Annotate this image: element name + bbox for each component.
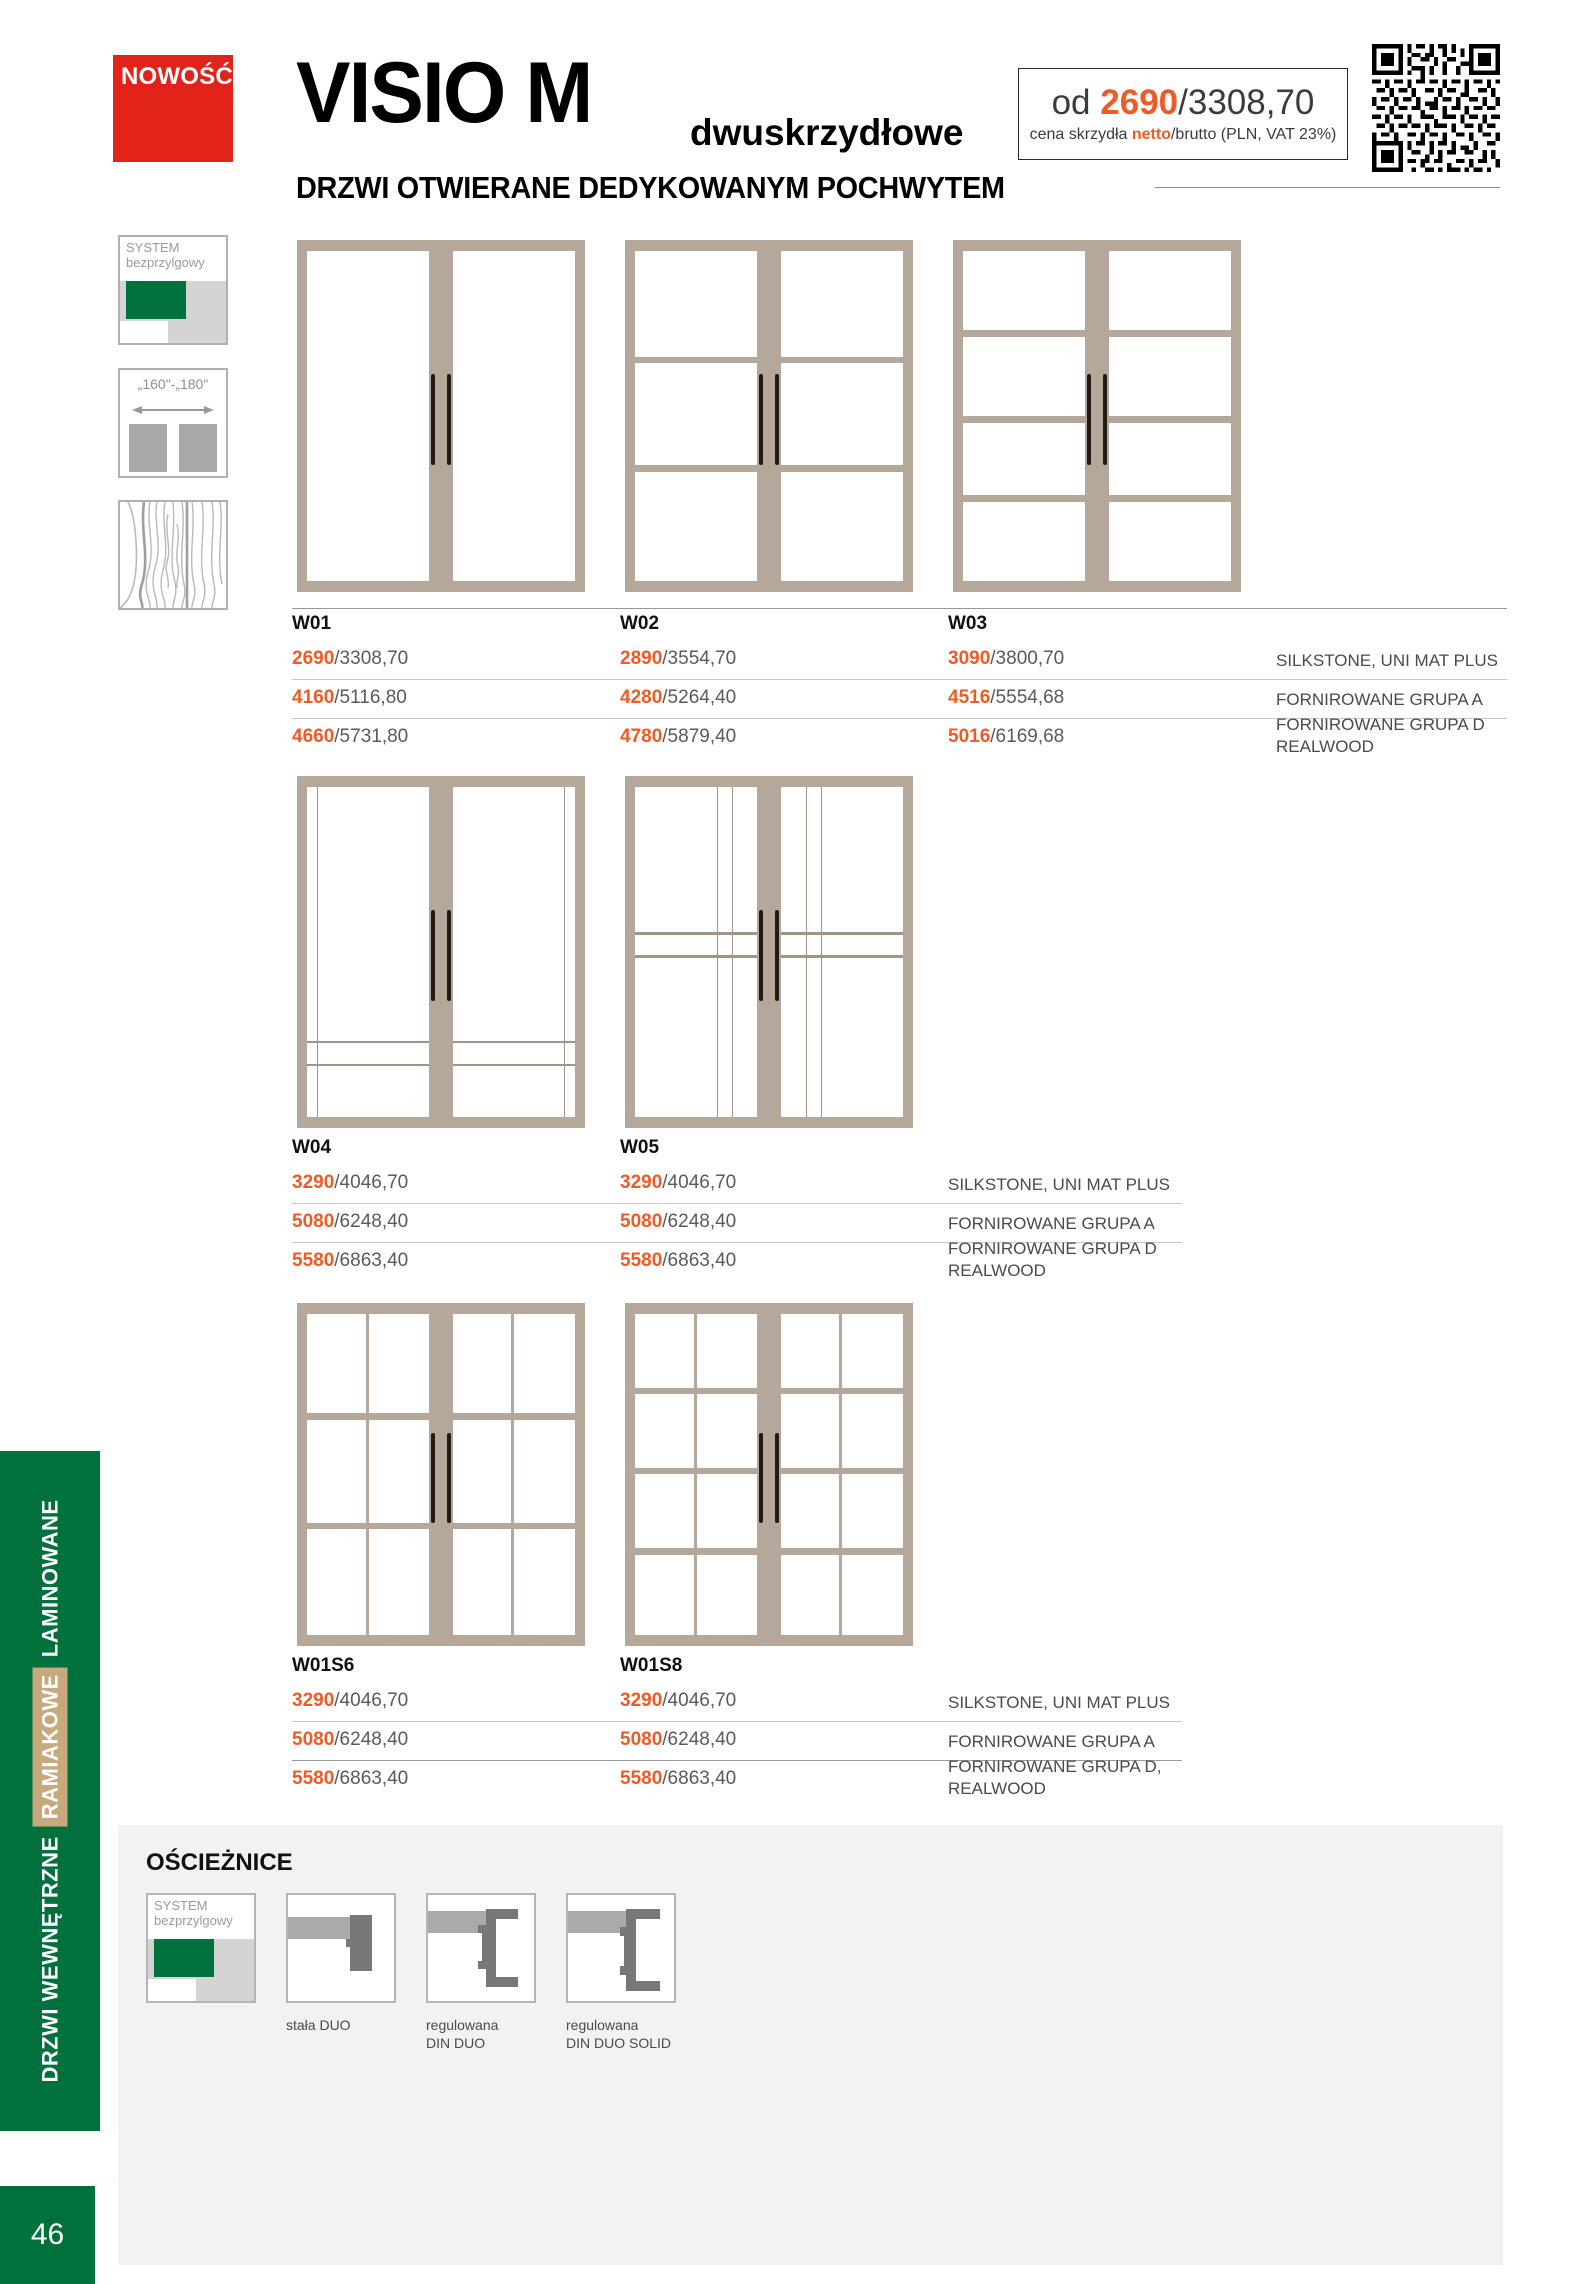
page-subtitle: DRZWI OTWIERANE DEDYKOWANYM POCHWYTEM: [296, 170, 1005, 205]
price-summary-box: [1018, 68, 1348, 160]
price-divider: [292, 679, 1507, 680]
product-code-W01S6: W01S6: [292, 1655, 355, 1676]
price-W02-1: 2890/3554,70: [620, 648, 737, 669]
material-row3-3: FORNIROWANE GRUPA D, REALWOOD: [948, 1757, 1162, 1799]
door-handles-icon: [431, 1433, 451, 1522]
price-prefix: od: [1051, 83, 1091, 123]
door-handles-icon: [759, 374, 779, 466]
door-image-W04: [297, 776, 585, 1128]
oscieznice-panel: [118, 1825, 1503, 2265]
oscieznice-title: OŚCIEŻNICE: [146, 1849, 293, 1876]
price-W04-2: 5080/6248,40: [292, 1211, 409, 1232]
product-code-W02: W02: [620, 613, 660, 634]
door-handles-icon: [759, 1433, 779, 1522]
price-divider: [292, 1203, 1182, 1204]
oscieznice-icon-regulowana-din-duo: [426, 1893, 536, 2003]
price-note-netto: netto: [1131, 125, 1171, 143]
product-code-W01: W01: [292, 613, 332, 634]
price-W04-3: 5580/6863,40: [292, 1250, 409, 1271]
material-row2-1: SILKSTONE, UNI MAT PLUS: [948, 1175, 1171, 1194]
price-headline: [1052, 84, 1315, 123]
oscieznice-icon-regulowana-din-duo-solid: [566, 1893, 676, 2003]
material-row1-3: FORNIROWANE GRUPA D REALWOOD: [1276, 715, 1485, 757]
door-handles-icon: [431, 910, 451, 1002]
oscieznice-icon-stala-duo: [286, 1893, 396, 2003]
subtitle-rule: [1155, 187, 1500, 188]
oscieznice-caption-regulowana-din-duo-solid: regulowana DIN DUO SOLID: [566, 2017, 672, 2051]
material-row1-2: FORNIROWANE GRUPA A: [1276, 690, 1483, 709]
price-W03-3: 5016/6169,68: [948, 726, 1065, 747]
jamb-profile-icon: [428, 1895, 534, 2001]
price-W01-3: 4660/5731,80: [292, 726, 409, 747]
material-row1-1: SILKSTONE, UNI MAT PLUS: [1276, 651, 1499, 670]
new-badge: [113, 55, 233, 162]
price-W01S6-1: 3290/4046,70: [292, 1690, 409, 1711]
jamb-profile-icon: [568, 1895, 674, 2001]
door-image-W01S6: [297, 1303, 585, 1646]
door-image-W01S8: [625, 1303, 913, 1646]
door-handles-icon: [759, 910, 779, 1002]
material-row3-2: FORNIROWANE GRUPA A: [948, 1732, 1155, 1751]
price-W01-1: 2690/3308,70: [292, 648, 409, 669]
product-code-W05: W05: [620, 1137, 660, 1158]
material-row2-3: FORNIROWANE GRUPA D REALWOOD: [948, 1239, 1157, 1281]
price-W01S6-2: 5080/6248,40: [292, 1729, 409, 1750]
feature-icon-width-range: [118, 368, 228, 478]
feature-icon-wood-grain: [118, 500, 228, 610]
oscieznice-icon-system-bezprzylgowy: [146, 1893, 256, 2003]
price-W02-2: 4280/5264,40: [620, 687, 737, 708]
price-note-a: cena skrzydła: [1029, 125, 1132, 143]
price-W03-1: 3090/3800,70: [948, 648, 1065, 669]
oscieznice-caption-stala-duo: stała DUO: [286, 2017, 351, 2033]
door-handles-icon: [1087, 374, 1107, 466]
category-side-tab: [0, 1451, 100, 2131]
door-image-W03: [953, 240, 1241, 592]
price-W05-3: 5580/6863,40: [620, 1250, 737, 1271]
price-W01S8-1: 3290/4046,70: [620, 1690, 737, 1711]
new-badge-label: NOWOŚĆ: [121, 63, 233, 90]
jamb-profile-icon: [288, 1895, 394, 2001]
price-divider: [292, 1721, 1182, 1722]
feature-label-system: SYSTEM bezprzylgowy: [126, 240, 205, 270]
price-W02-3: 4780/5879,40: [620, 726, 737, 747]
price-note: [1030, 126, 1337, 144]
wood-grain-icon: [120, 502, 226, 608]
material-row3-1: SILKSTONE, UNI MAT PLUS: [948, 1693, 1171, 1712]
feature-icon-system-bezprzylgowy: [118, 235, 228, 345]
page-title-suffix: dwuskrzydłowe: [690, 112, 964, 153]
price-W04-1: 3290/4046,70: [292, 1172, 409, 1193]
page-header: [0, 0, 1575, 215]
door-handles-icon: [431, 374, 451, 466]
price-netto: 2690: [1100, 83, 1179, 123]
price-brutto: /3308,70: [1178, 83, 1315, 123]
double-arrow-icon: [132, 405, 214, 415]
side-tab-part1: DRZWI WEWNĘTRZNE: [37, 1836, 62, 2083]
side-tab-highlight: RAMIAKOWE: [33, 1667, 68, 1826]
price-note-c: /brutto (PLN, VAT 23%): [1170, 125, 1337, 143]
page-title: VISIO M: [296, 45, 592, 141]
price-W03-2: 4516/5554,68: [948, 687, 1065, 708]
side-tab-part2: LAMINOWANE: [37, 1499, 62, 1658]
price-W01-2: 4160/5116,80: [292, 687, 407, 708]
price-W01S8-2: 5080/6248,40: [620, 1729, 737, 1750]
price-W01S8-3: 5580/6863,40: [620, 1768, 737, 1789]
page-number: 46: [0, 2186, 95, 2284]
door-image-W05: [625, 776, 913, 1128]
price-W01S6-3: 5580/6863,40: [292, 1768, 409, 1789]
oscieznice-caption-regulowana-din-duo: regulowana DIN DUO: [426, 2017, 499, 2051]
row-divider: [292, 608, 1507, 609]
price-W05-2: 5080/6248,40: [620, 1211, 737, 1232]
door-image-W01: [297, 240, 585, 592]
oscieznice-system-label: SYSTEM bezprzylgowy: [154, 1898, 233, 1928]
material-row2-2: FORNIROWANE GRUPA A: [948, 1214, 1155, 1233]
product-code-W01S8: W01S8: [620, 1655, 683, 1676]
product-code-W03: W03: [948, 613, 988, 634]
feature-label-width: „160"-„180": [137, 376, 209, 392]
qr-code-icon: [1372, 44, 1500, 172]
door-image-W02: [625, 240, 913, 592]
price-W05-1: 3290/4046,70: [620, 1172, 737, 1193]
product-code-W04: W04: [292, 1137, 332, 1158]
